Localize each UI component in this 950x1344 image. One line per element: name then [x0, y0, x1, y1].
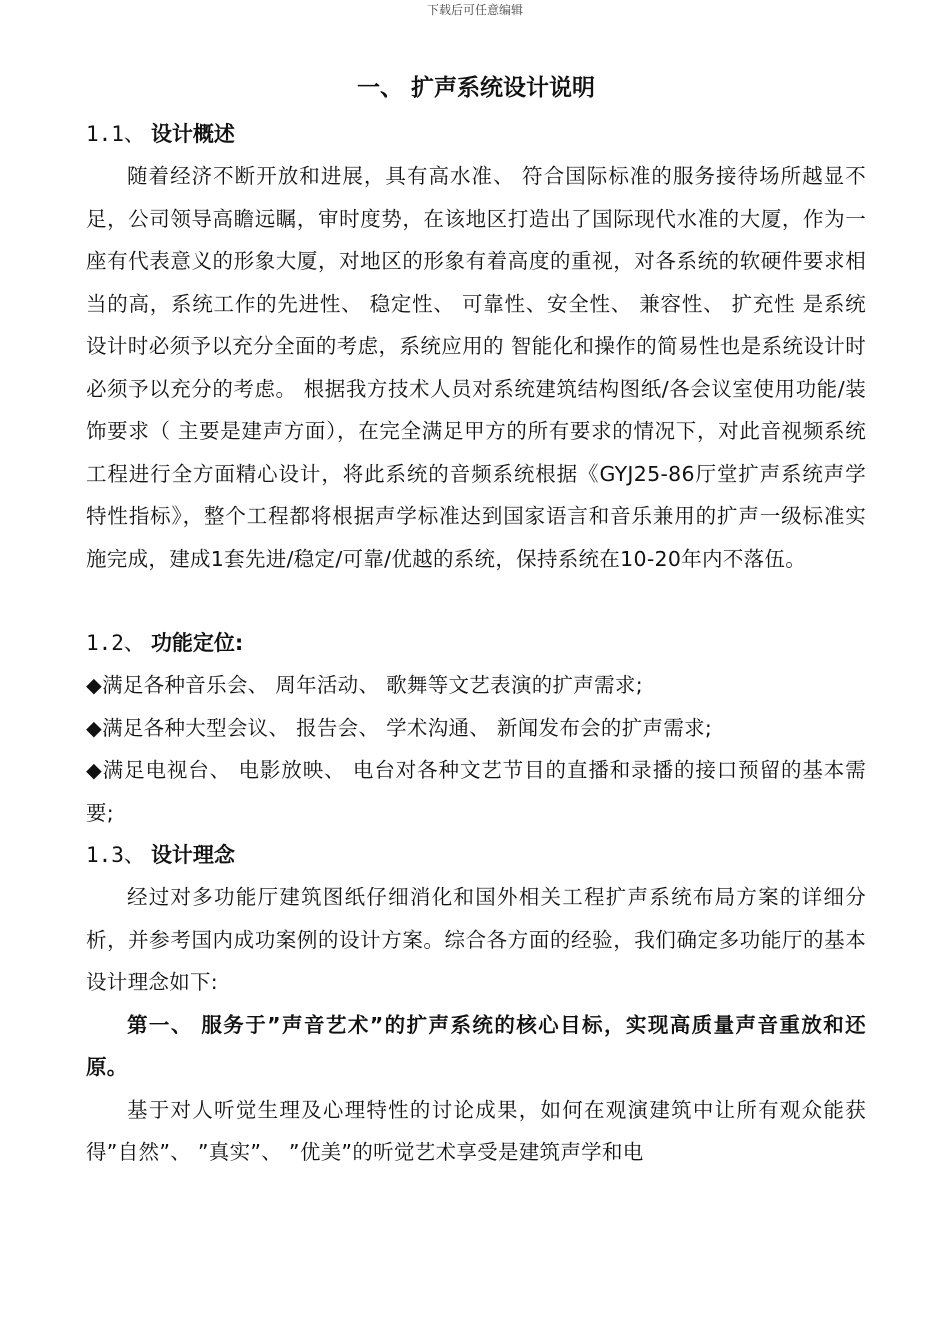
section-title: 设计概述 [150, 122, 235, 146]
design-concept-paragraph: 经过对多功能厅建筑图纸仔细消化和国外相关工程扩声系统布局方案的详细分析，并参考国内成功案例的设计方案。综合各方面的经验，我们确定多功能厅的基本设计理念如下: [86, 885, 866, 994]
page-header-note: 下载后可任意编辑 [426, 3, 523, 17]
design-concept-bold-point: 第一、 服务于”声音艺术”的扩声系统的核心目标，实现高质量声音重放和还原。 [86, 1012, 866, 1079]
document-body [86, 70, 866, 1174]
design-overview-paragraph: 随着经济不断开放和进展，具有高水准、 符合国际标准的服务接待场所越显不足，公司领导高瞻远瞩，审时度势，在该地区打造出了国际现代水准的大厦，作为一座有代表意义的形象大厦，对地区的形象有着高度的重视，对各系统的软硬件要求相当的高，系统工作的先进性、 稳定性、 可靠性、安全性、 兼容性、 扩充性 是系统设计时必须予以充分全面的考虑，系统应用的 智能化和操作的简易性也是系统设计时必须予以充分的考虑。 根据我方技术人员对系统建筑结构图纸/各会议室使用功能/装饰要求（ 主要是建声方面），在完全满足甲方的所有要求的情况下，对此音视频系统工程进行全方面精心设计，将此系统的音频系统根据《GYJ25-86厅堂扩声系统声学特性指标》，整个工程都将根据声学标准达到国家语言和音乐兼用的扩声一级标准实施完成，建成1套先进/稳定/可靠/优越的系统，保持系统在10-20年内不落伍。 [86, 164, 866, 571]
function-bullet: ◆满足各种音乐会、 周年活动、 歌舞等文艺表演的扩声需求; [86, 673, 643, 697]
section-number: 1.3、 [86, 843, 145, 867]
section-title: 设计理念 [150, 843, 235, 867]
section-heading-1-2 [86, 622, 866, 664]
section-heading-1-1 [86, 113, 866, 155]
blank-line [86, 580, 866, 622]
hearing-research-paragraph: 基于对人听觉生理及心理特性的讨论成果，如何在观演建筑中让所有观众能获得”自然”、 ”真实”、 ”优美”的听觉艺术享受是建筑声学和电 [86, 1097, 866, 1164]
section-title: 功能定位: [150, 631, 244, 655]
function-bullet: ◆满足电视台、 电影放映、 电台对各种文艺节目的直播和录播的接口预留的基本需要; [86, 758, 866, 825]
section-heading-1-3 [86, 834, 866, 876]
document-title: 一、 扩声系统设计说明 [356, 75, 595, 101]
section-number: 1.2、 [86, 631, 145, 655]
section-number: 1.1、 [86, 122, 145, 146]
function-bullet: ◆满足各种大型会议、 报告会、 学术沟通、 新闻发布会的扩声需求; [86, 715, 713, 740]
